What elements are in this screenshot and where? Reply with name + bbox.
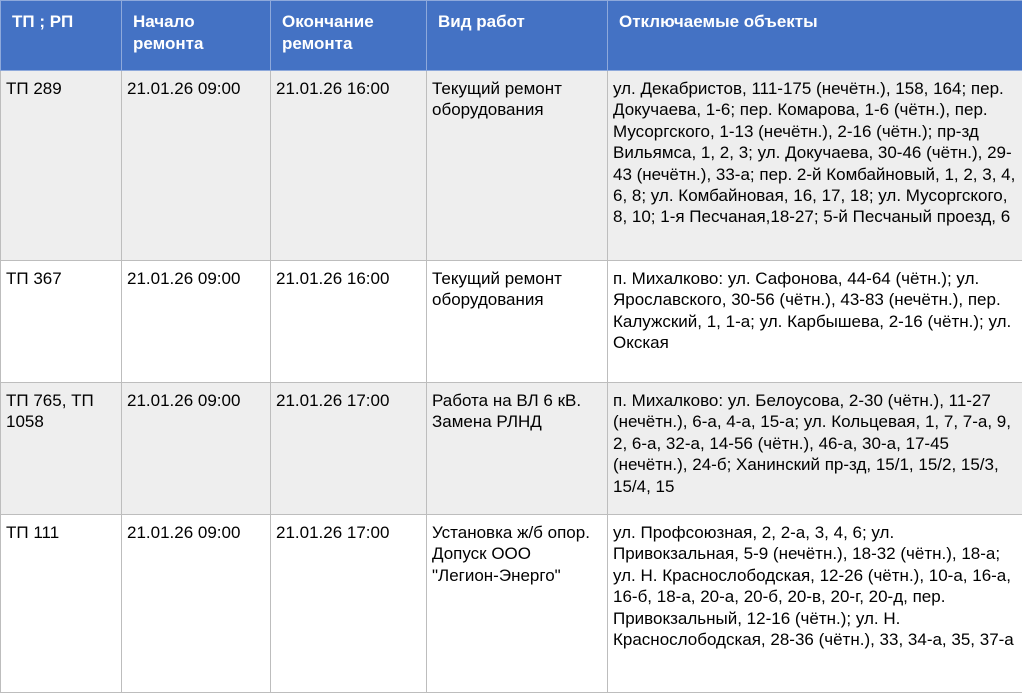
cell-objects: п. Михалково: ул. Сафонова, 44-64 (чётн.); ул. Ярославского, 30-56 (чётн.), 43-83 (нечётн.), пер. Калужский, 1, 1-а; ул. Карбышева, 2-16 (чётн.); ул. Окская — [608, 261, 1022, 383]
cell-tp: ТП 367 — [1, 261, 122, 383]
header-row — [1, 1, 1022, 71]
cell-start: 21.01.26 09:00 — [122, 383, 271, 515]
cell-objects: ул. Профсоюзная, 2, 2-а, 3, 4, 6; ул. Привокзальная, 5-9 (нечётн.), 18-32 (чётн.), 18-а; ул. Н. Краснослободская, 12-26 (чётн.), 10-а, 16-а, 16-б, 18-а, 20-а, 20-б, 20-в, 20-г, 20-д, пер. Привокзальный, 12-16 (чётн.); ул. Н. Краснослободская, 28-36 (чётн.), 33, 34-а, 35, 37-а — [608, 515, 1022, 693]
header-objects: Отключаемые объекты — [608, 1, 1022, 71]
cell-start: 21.01.26 09:00 — [122, 71, 271, 261]
cell-objects: ул. Декабристов, 111-175 (нечётн.), 158, 164; пер. Докучаева, 1-6; пер. Комарова, 1-6 (чётн.), пер. Мусоргского, 1-13 (нечётн.), 2-16 (чётн.); пр-зд Вильямса, 1, 2, 3; ул. Докучаева, 30-46 (чётн.), 29-43 (нечётн.), 33-а; пер. 2-й Комбайновый, 1, 2, 3, 4, 6, 8; ул. Комбайновая, 16, 17, 18; ул. Мусоргского, 8, 10; 1-я Песчаная,18-27; 5-й Песчаный проезд, 6 — [608, 71, 1022, 261]
table-row — [1, 515, 1022, 693]
table-row — [1, 71, 1022, 261]
header-end: Окончание ремонта — [271, 1, 427, 71]
table-row — [1, 261, 1022, 383]
header-work-type: Вид работ — [427, 1, 608, 71]
table-body — [1, 71, 1022, 693]
cell-work-type: Работа на ВЛ 6 кВ. Замена РЛНД — [427, 383, 608, 515]
cell-start: 21.01.26 09:00 — [122, 261, 271, 383]
cell-end: 21.01.26 16:00 — [271, 71, 427, 261]
header-start: Начало ремонта — [122, 1, 271, 71]
cell-objects: п. Михалково: ул. Белоусова, 2-30 (чётн.), 11-27 (нечётн.), 6-а, 4-а, 15-а; ул. Кольцевая, 1, 7, 7-а, 9, 2, 6-а, 32-а, 14-56 (чётн.), 46-а, 30-а, 17-45 (нечётн.), 24-б; Ханинский пр-зд, 15/1, 15/2, 15/3, 15/4, 15 — [608, 383, 1022, 515]
cell-end: 21.01.26 17:00 — [271, 383, 427, 515]
cell-end: 21.01.26 17:00 — [271, 515, 427, 693]
cell-work-type: Установка ж/б опор. Допуск ООО "Легион-Энерго" — [427, 515, 608, 693]
cell-start: 21.01.26 09:00 — [122, 515, 271, 693]
cell-work-type: Текущий ремонт оборудования — [427, 261, 608, 383]
cell-work-type: Текущий ремонт оборудования — [427, 71, 608, 261]
table-row — [1, 383, 1022, 515]
header-tp: ТП ; РП — [1, 1, 122, 71]
table-header — [1, 1, 1022, 71]
cell-tp: ТП 289 — [1, 71, 122, 261]
cell-tp: ТП 111 — [1, 515, 122, 693]
cell-end: 21.01.26 16:00 — [271, 261, 427, 383]
cell-tp: ТП 765, ТП 1058 — [1, 383, 122, 515]
